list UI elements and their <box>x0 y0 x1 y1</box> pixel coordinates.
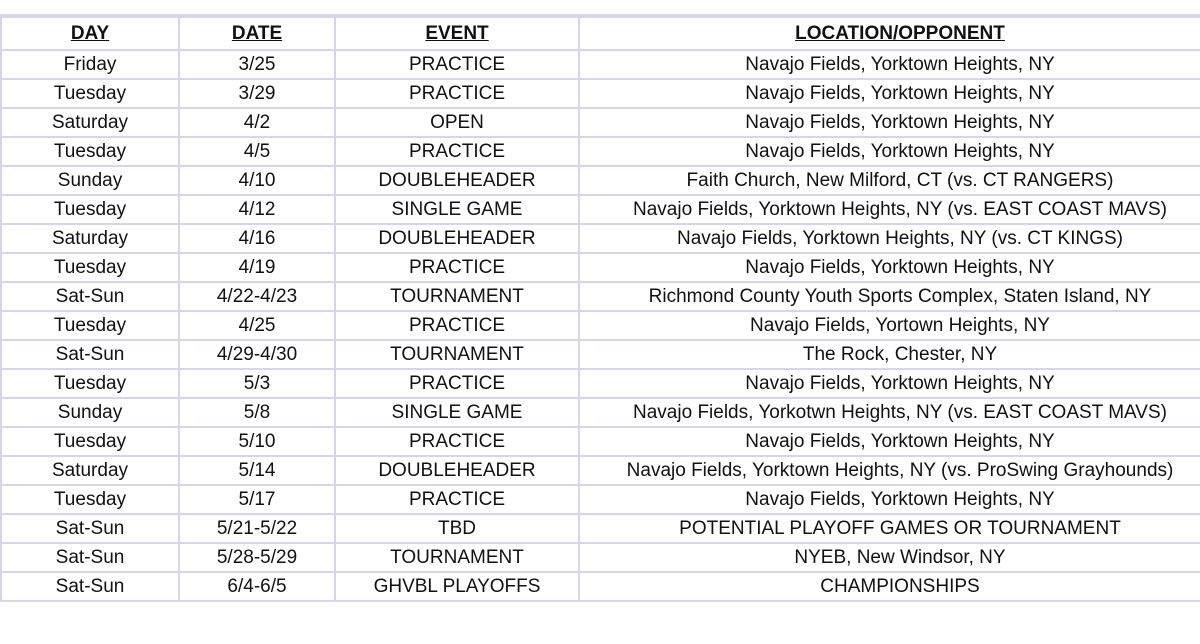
cell-event: TOURNAMENT <box>335 282 579 311</box>
cell-event: TBD <box>335 514 579 543</box>
table-row <box>1 456 1200 485</box>
table-row <box>1 572 1200 601</box>
cell-date: 5/3 <box>179 369 335 398</box>
cell-location: CHAMPIONSHIPS <box>579 572 1200 601</box>
cell-day: Tuesday <box>1 311 179 340</box>
table-row <box>1 195 1200 224</box>
cell-location: Navajo Fields, Yorktown Heights, NY (vs. ProSwing Grayhounds) <box>579 456 1200 485</box>
cell-event: TOURNAMENT <box>335 543 579 572</box>
cell-date: 6/4-6/5 <box>179 572 335 601</box>
header-day: DAY <box>1 17 179 50</box>
cell-event: PRACTICE <box>335 137 579 166</box>
cell-date: 4/2 <box>179 108 335 137</box>
header-event: EVENT <box>335 17 579 50</box>
cell-location: Navajo Fields, Yorktown Heights, NY <box>579 137 1200 166</box>
cell-date: 4/29-4/30 <box>179 340 335 369</box>
cell-location: Navajo Fields, Yorktown Heights, NY (vs. CT KINGS) <box>579 224 1200 253</box>
cell-day: Sat-Sun <box>1 572 179 601</box>
cell-date: 4/10 <box>179 166 335 195</box>
cell-day: Sat-Sun <box>1 543 179 572</box>
cell-event: SINGLE GAME <box>335 398 579 427</box>
cell-location: NYEB, New Windsor, NY <box>579 543 1200 572</box>
cell-date: 5/28-5/29 <box>179 543 335 572</box>
cell-event: PRACTICE <box>335 253 579 282</box>
cell-day: Tuesday <box>1 195 179 224</box>
cell-location: Navajo Fields, Yorktown Heights, NY <box>579 253 1200 282</box>
cell-event: PRACTICE <box>335 311 579 340</box>
cell-event: DOUBLEHEADER <box>335 166 579 195</box>
cell-event: GHVBL PLAYOFFS <box>335 572 579 601</box>
cell-day: Tuesday <box>1 485 179 514</box>
cell-location: Navajo Fields, Yorktown Heights, NY <box>579 427 1200 456</box>
table-row <box>1 514 1200 543</box>
cell-day: Saturday <box>1 224 179 253</box>
cell-date: 5/17 <box>179 485 335 514</box>
cell-day: Tuesday <box>1 427 179 456</box>
cell-date: 4/22-4/23 <box>179 282 335 311</box>
cell-location: Navajo Fields, Yorktown Heights, NY (vs. EAST COAST MAVS) <box>579 195 1200 224</box>
cell-event: PRACTICE <box>335 427 579 456</box>
cell-location: Navajo Fields, Yorkotwn Heights, NY (vs. EAST COAST MAVS) <box>579 398 1200 427</box>
cell-day: Friday <box>1 50 179 79</box>
cell-location: POTENTIAL PLAYOFF GAMES OR TOURNAMENT <box>579 514 1200 543</box>
header-row <box>1 17 1200 50</box>
table-row <box>1 543 1200 572</box>
cell-day: Sat-Sun <box>1 340 179 369</box>
cell-date: 5/8 <box>179 398 335 427</box>
cell-event: OPEN <box>335 108 579 137</box>
table-row <box>1 282 1200 311</box>
cell-event: TOURNAMENT <box>335 340 579 369</box>
header-date: DATE <box>179 17 335 50</box>
cell-event: DOUBLEHEADER <box>335 224 579 253</box>
table-row <box>1 340 1200 369</box>
cell-event: SINGLE GAME <box>335 195 579 224</box>
cell-date: 4/25 <box>179 311 335 340</box>
cell-date: 5/10 <box>179 427 335 456</box>
cell-event: DOUBLEHEADER <box>335 456 579 485</box>
cell-location: Richmond County Youth Sports Complex, Staten Island, NY <box>579 282 1200 311</box>
cell-event: PRACTICE <box>335 79 579 108</box>
cell-day: Tuesday <box>1 79 179 108</box>
cell-day: Saturday <box>1 456 179 485</box>
table-row <box>1 398 1200 427</box>
cell-date: 3/25 <box>179 50 335 79</box>
cell-day: Sat-Sun <box>1 282 179 311</box>
cell-date: 4/12 <box>179 195 335 224</box>
table-row <box>1 485 1200 514</box>
table-row <box>1 166 1200 195</box>
cell-date: 5/21-5/22 <box>179 514 335 543</box>
cell-day: Tuesday <box>1 253 179 282</box>
cell-day: Saturday <box>1 108 179 137</box>
cell-location: Navajo Fields, Yortown Heights, NY <box>579 311 1200 340</box>
cell-location: Navajo Fields, Yorktown Heights, NY <box>579 485 1200 514</box>
cell-location: Navajo Fields, Yorktown Heights, NY <box>579 369 1200 398</box>
table-row <box>1 50 1200 79</box>
table-row <box>1 224 1200 253</box>
cell-location: The Rock, Chester, NY <box>579 340 1200 369</box>
cell-date: 3/29 <box>179 79 335 108</box>
table-row <box>1 311 1200 340</box>
cell-date: 4/19 <box>179 253 335 282</box>
table-row <box>1 137 1200 166</box>
cell-day: Sunday <box>1 398 179 427</box>
cell-location: Navajo Fields, Yorktown Heights, NY <box>579 79 1200 108</box>
table-row <box>1 369 1200 398</box>
cell-event: PRACTICE <box>335 485 579 514</box>
cell-date: 4/5 <box>179 137 335 166</box>
cell-day: Sunday <box>1 166 179 195</box>
schedule-table <box>0 16 1200 602</box>
table-row <box>1 427 1200 456</box>
cell-location: Navajo Fields, Yorktown Heights, NY <box>579 108 1200 137</box>
schedule-body <box>1 50 1200 601</box>
cell-location: Faith Church, New Milford, CT (vs. CT RANGERS) <box>579 166 1200 195</box>
cell-event: PRACTICE <box>335 50 579 79</box>
table-row <box>1 108 1200 137</box>
schedule-sheet <box>0 16 1200 602</box>
cell-event: PRACTICE <box>335 369 579 398</box>
header-location: LOCATION/OPPONENT <box>579 17 1200 50</box>
cell-day: Sat-Sun <box>1 514 179 543</box>
cell-day: Tuesday <box>1 137 179 166</box>
cell-date: 5/14 <box>179 456 335 485</box>
table-row <box>1 253 1200 282</box>
cell-date: 4/16 <box>179 224 335 253</box>
cell-day: Tuesday <box>1 369 179 398</box>
table-row <box>1 79 1200 108</box>
cell-location: Navajo Fields, Yorktown Heights, NY <box>579 50 1200 79</box>
